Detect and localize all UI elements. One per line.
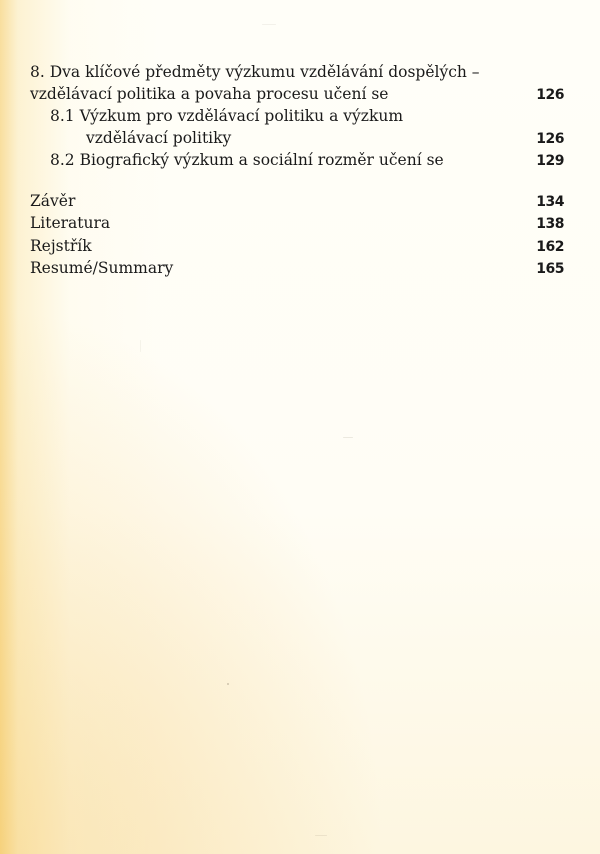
paper-speck <box>343 437 353 438</box>
paper-speck <box>262 24 276 25</box>
toc-page-number: 162 <box>536 238 564 255</box>
toc-page-number: 134 <box>536 193 564 210</box>
toc-entry-title: Literatura <box>30 214 111 232</box>
toc-entry-title: 8.2 Biografický výzkum a sociální rozměr učení se <box>50 151 444 169</box>
toc-entry-title: vzdělávací politika a povaha procesu učení se <box>30 84 389 103</box>
paper-speck <box>227 683 229 685</box>
toc-page-number: 129 <box>536 153 564 169</box>
toc-entry-title: Resumé/Summary <box>30 259 174 277</box>
toc-entry-8-1-line1 <box>30 106 564 128</box>
toc-page-number: 138 <box>536 216 564 232</box>
table-of-contents <box>30 62 564 281</box>
toc-entry-title: 8. Dva klíčové předměty výzkumu vzdělávání dospělých – <box>30 63 480 81</box>
toc-page-number: 126 <box>536 86 564 103</box>
toc-entry-resume <box>30 258 564 281</box>
paper-speck <box>140 340 141 352</box>
toc-entry-chapter-8-line2 <box>30 84 564 107</box>
toc-page-number: 126 <box>536 130 564 147</box>
toc-entry-8-2 <box>30 150 564 173</box>
toc-entry-title: Rejstřík <box>30 236 92 255</box>
section-gap <box>30 173 564 191</box>
toc-entry-title: vzdělávací politiky <box>86 128 232 147</box>
toc-entry-title: 8.1 Výzkum pro vzdělávací politiku a výzkum <box>50 107 404 125</box>
toc-entry-title: Závěr <box>30 191 76 210</box>
toc-entry-8-1-line2 <box>30 128 564 151</box>
paper-speck <box>315 835 327 836</box>
toc-entry-chapter-8-line1 <box>30 62 564 84</box>
toc-page-number: 165 <box>536 261 564 277</box>
toc-entry-rejstrik <box>30 236 564 259</box>
toc-entry-literatura <box>30 213 564 236</box>
toc-entry-zaver <box>30 191 564 214</box>
